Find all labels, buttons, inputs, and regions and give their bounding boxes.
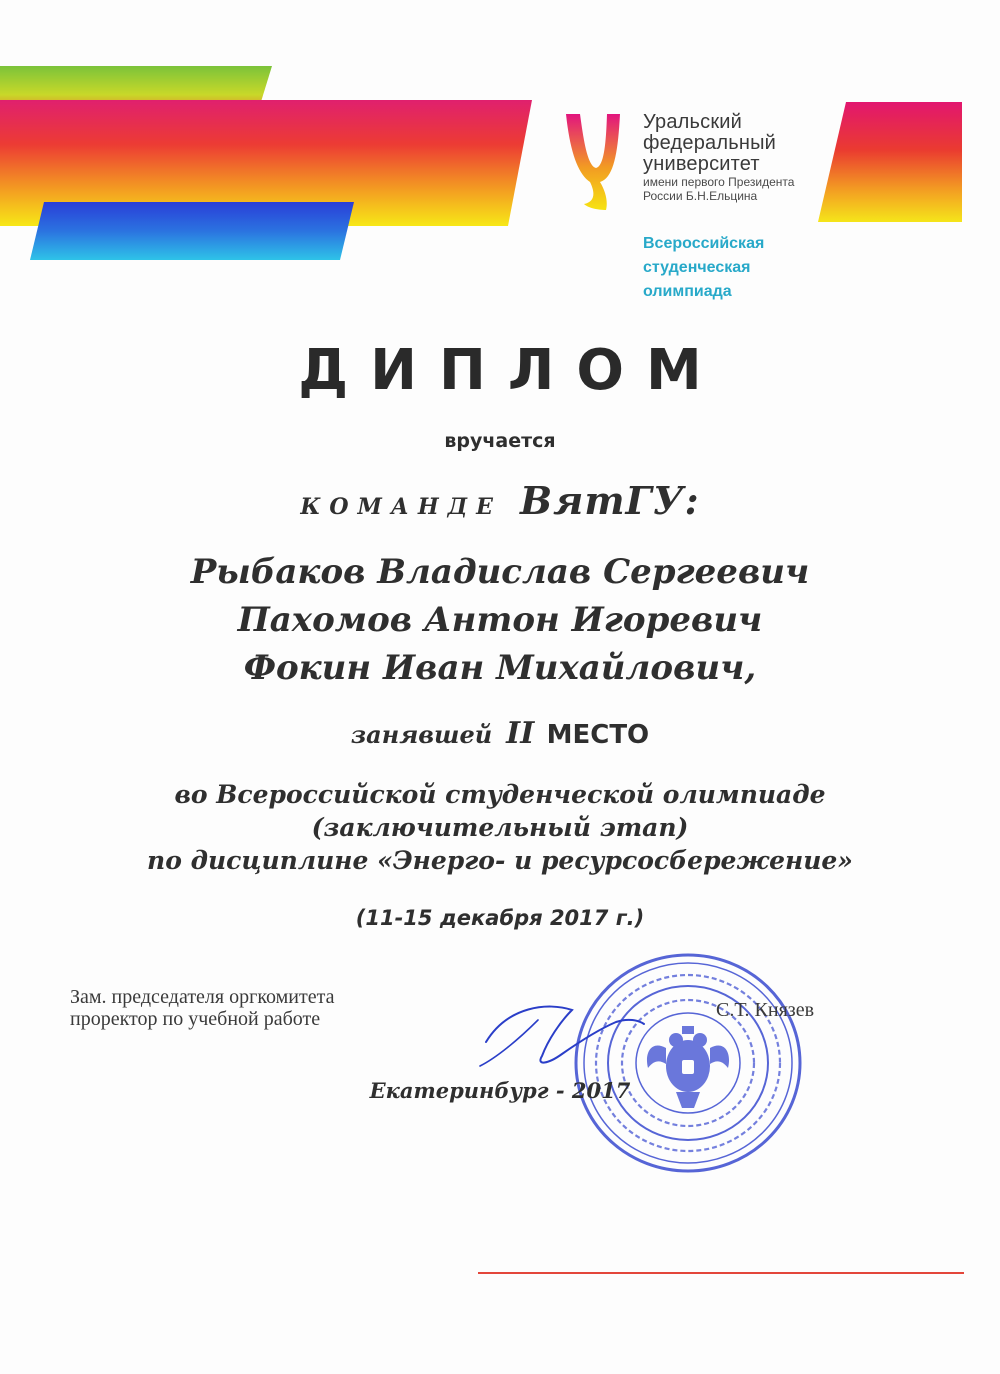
- university-name-line: федеральный: [643, 132, 777, 154]
- team-line: [0, 478, 1000, 523]
- olympiad-label-line: олимпиада: [643, 283, 732, 300]
- stripe-blue: [30, 202, 354, 260]
- event-dates: (11-15 декабря 2017 г.): [355, 906, 645, 930]
- city-year: Екатеринбург - 2017: [369, 1078, 631, 1103]
- urfu-logo-icon: [560, 108, 632, 214]
- place-number: II: [506, 716, 535, 751]
- decorative-stripes: [0, 0, 1000, 270]
- olympiad-label-line: студенческая: [643, 259, 751, 276]
- diploma-title: ДИПЛОМ: [298, 338, 724, 403]
- awarded-text: вручается: [444, 430, 556, 452]
- signatory-name: С.Т. Князев: [716, 999, 815, 1021]
- team-member: Пахомов Антон Игоревич: [237, 600, 763, 640]
- team-name: ВятГУ:: [519, 478, 700, 523]
- event-line: (заключительный этап): [311, 813, 689, 842]
- stripe-right: [818, 102, 962, 222]
- place-word: МЕСТО: [546, 720, 650, 750]
- bottom-divider: [478, 1272, 964, 1274]
- team-member: Рыбаков Владислав Сергеевич: [190, 552, 810, 592]
- signatory-position-line: Зам. председателя оргкомитета: [70, 986, 335, 1008]
- signatory-position-line: проректор по учебной работе: [70, 1008, 321, 1030]
- university-name-line: университет: [643, 153, 760, 175]
- event-line: во Всероссийской студенческой олимпиаде: [174, 780, 826, 809]
- signatory-position: [70, 986, 334, 1030]
- olympiad-label: [643, 232, 764, 304]
- team-member: Фокин Иван Михайлович,: [243, 648, 757, 688]
- place-line: [0, 716, 1000, 751]
- university-name: [643, 112, 794, 203]
- university-name-line: Уральский: [643, 111, 743, 133]
- team-word: КОМАНДЕ: [300, 494, 502, 520]
- place-prefix: занявшей: [350, 720, 493, 749]
- handwritten-signature-icon: [478, 1000, 648, 1070]
- university-subtitle-line: России Б.Н.Ельцина: [643, 189, 758, 203]
- university-subtitle-line: имени первого Президента: [643, 175, 795, 189]
- olympiad-label-line: Всероссийская: [643, 235, 765, 252]
- event-line: по дисциплине «Энерго- и ресурсосбережение»: [147, 846, 853, 875]
